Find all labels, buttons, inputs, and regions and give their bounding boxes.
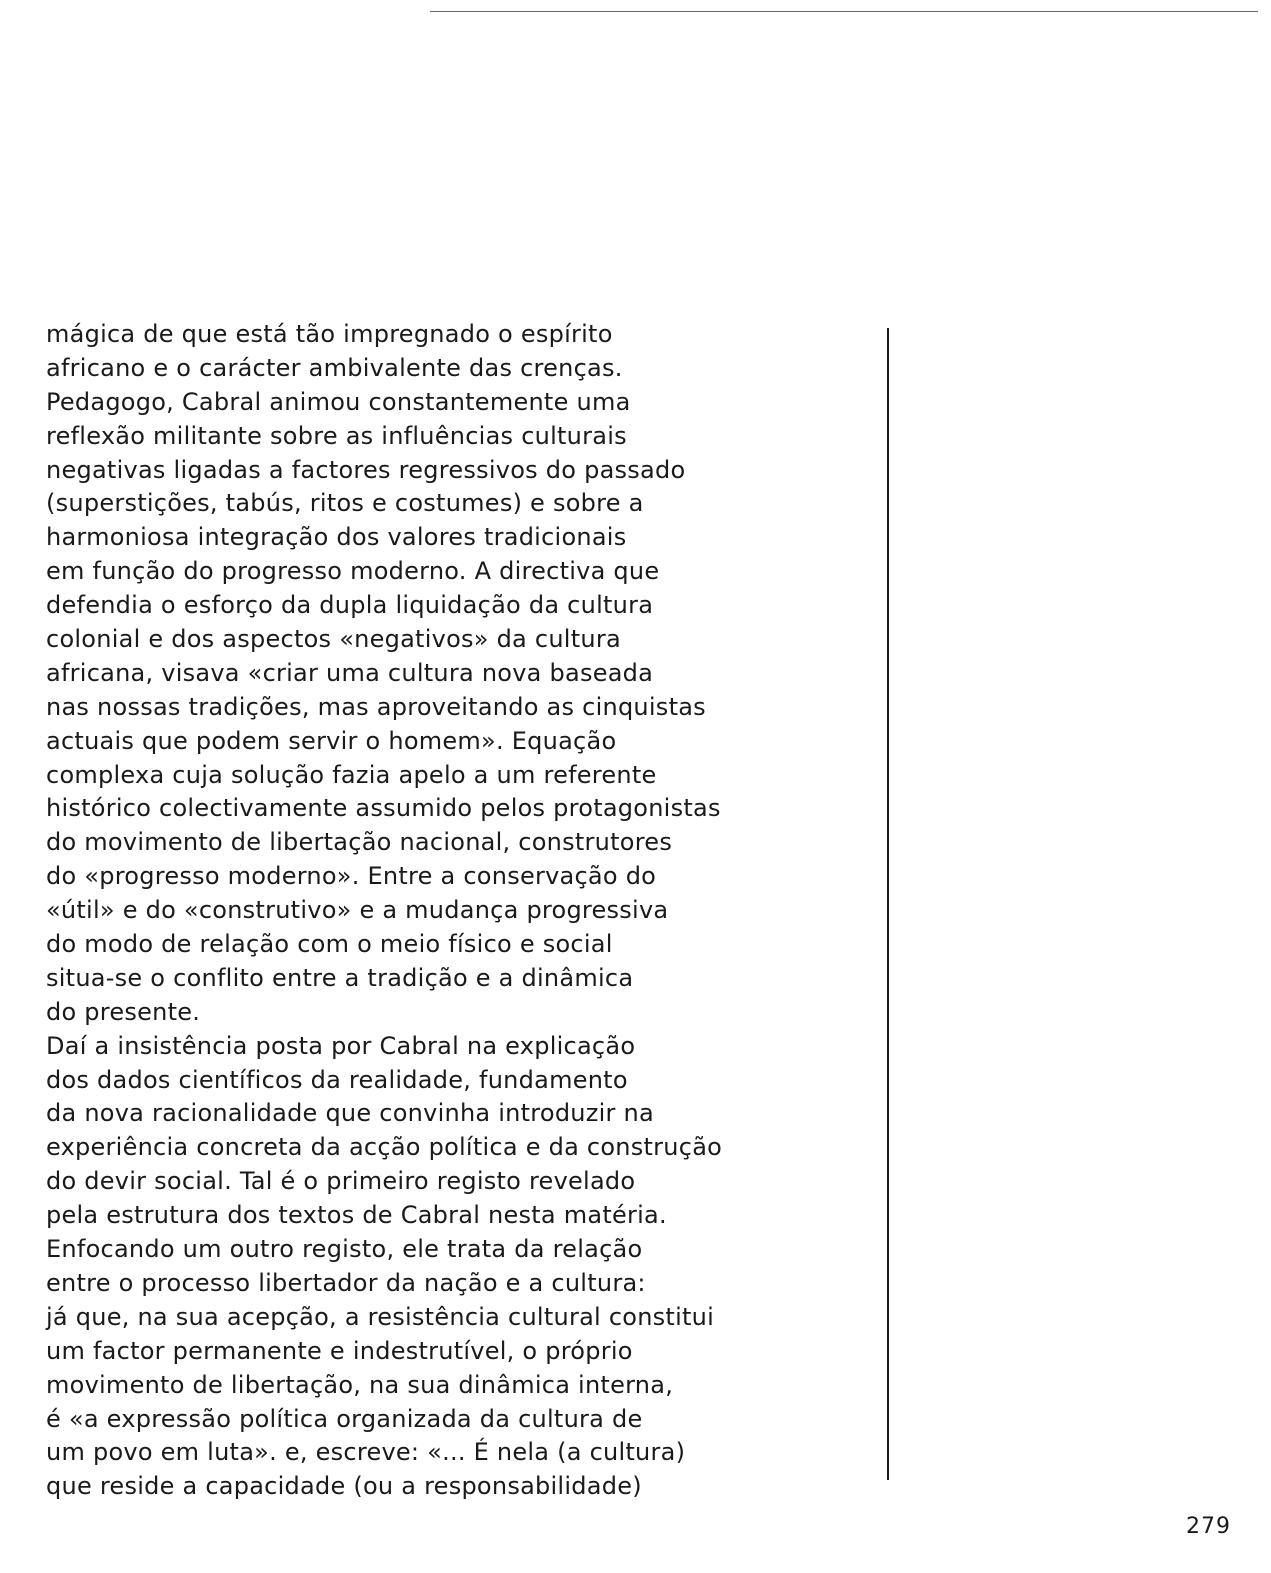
text-line: movimento de libertação, na sua dinâmica interna,: [46, 1370, 674, 1399]
text-line: experiência concreta da acção política e da construção: [46, 1133, 723, 1162]
text-line: complexa cuja solução fazia apelo a um referente: [46, 760, 657, 789]
text-line: harmoniosa integração dos valores tradicionais: [46, 523, 627, 552]
text-line: Enfocando um outro registo, ele trata da relação: [46, 1235, 643, 1264]
text-line: negativas ligadas a factores regressivos do passado: [46, 455, 686, 484]
text-line: do devir social. Tal é o primeiro registo revelado: [46, 1167, 636, 1196]
text-line: defendia o esforço da dupla liquidação da cultura: [46, 591, 654, 620]
text-line: do modo de relação com o meio físico e social: [46, 930, 613, 959]
text-line: que reside a capacidade (ou a responsabilidade): [46, 1472, 642, 1501]
text-line: Pedagogo, Cabral animou constantemente uma: [46, 387, 631, 416]
text-line: do «progresso moderno». Entre a conservação do: [46, 862, 657, 891]
text-line: Daí a insistência posta por Cabral na explicação: [46, 1031, 636, 1060]
text-line: colonial e dos aspectos «negativos» da cultura: [46, 625, 621, 654]
top-rule: [430, 11, 1258, 12]
text-line: nas nossas tradições, mas aproveitando as cinquistas: [46, 692, 706, 721]
body-text: [46, 318, 876, 1504]
text-line: africano e o carácter ambivalente das crenças.: [46, 353, 623, 382]
text-line: um povo em luta». e, escreve: «... É nela (a cultura): [46, 1438, 686, 1467]
text-line: histórico colectivamente assumido pelos protagonistas: [46, 794, 721, 823]
text-line: é «a expressão política organizada da cultura de: [46, 1404, 643, 1433]
page-number: 279: [1186, 1514, 1231, 1539]
text-line: entre o processo libertador da nação e a cultura:: [46, 1268, 646, 1297]
text-line: da nova racionalidade que convinha introduzir na: [46, 1099, 654, 1128]
text-line: já que, na sua acepção, a resistência cultural constitui: [46, 1302, 715, 1331]
text-line: (superstições, tabús, ritos e costumes) e sobre a: [46, 489, 644, 518]
text-line: dos dados científicos da realidade, fundamento: [46, 1065, 628, 1094]
margin-rule: [887, 328, 889, 1480]
text-line: actuais que podem servir o homem». Equação: [46, 726, 617, 755]
text-line: um factor permanente e indestrutível, o próprio: [46, 1336, 633, 1365]
text-line: mágica de que está tão impregnado o espírito: [46, 320, 613, 348]
text-line: reflexão militante sobre as influências culturais: [46, 421, 627, 450]
text-line: pela estrutura dos textos de Cabral nesta matéria.: [46, 1201, 667, 1230]
text-line: do movimento de libertação nacional, construtores: [46, 828, 673, 857]
text-line: africana, visava «criar uma cultura nova baseada: [46, 658, 654, 687]
text-line: «útil» e do «construtivo» e a mudança progressiva: [46, 896, 669, 925]
text-line: situa-se o conflito entre a tradição e a dinâmica: [46, 963, 634, 992]
text-line: em função do progresso moderno. A directiva que: [46, 557, 660, 586]
text-line: do presente.: [46, 997, 201, 1026]
